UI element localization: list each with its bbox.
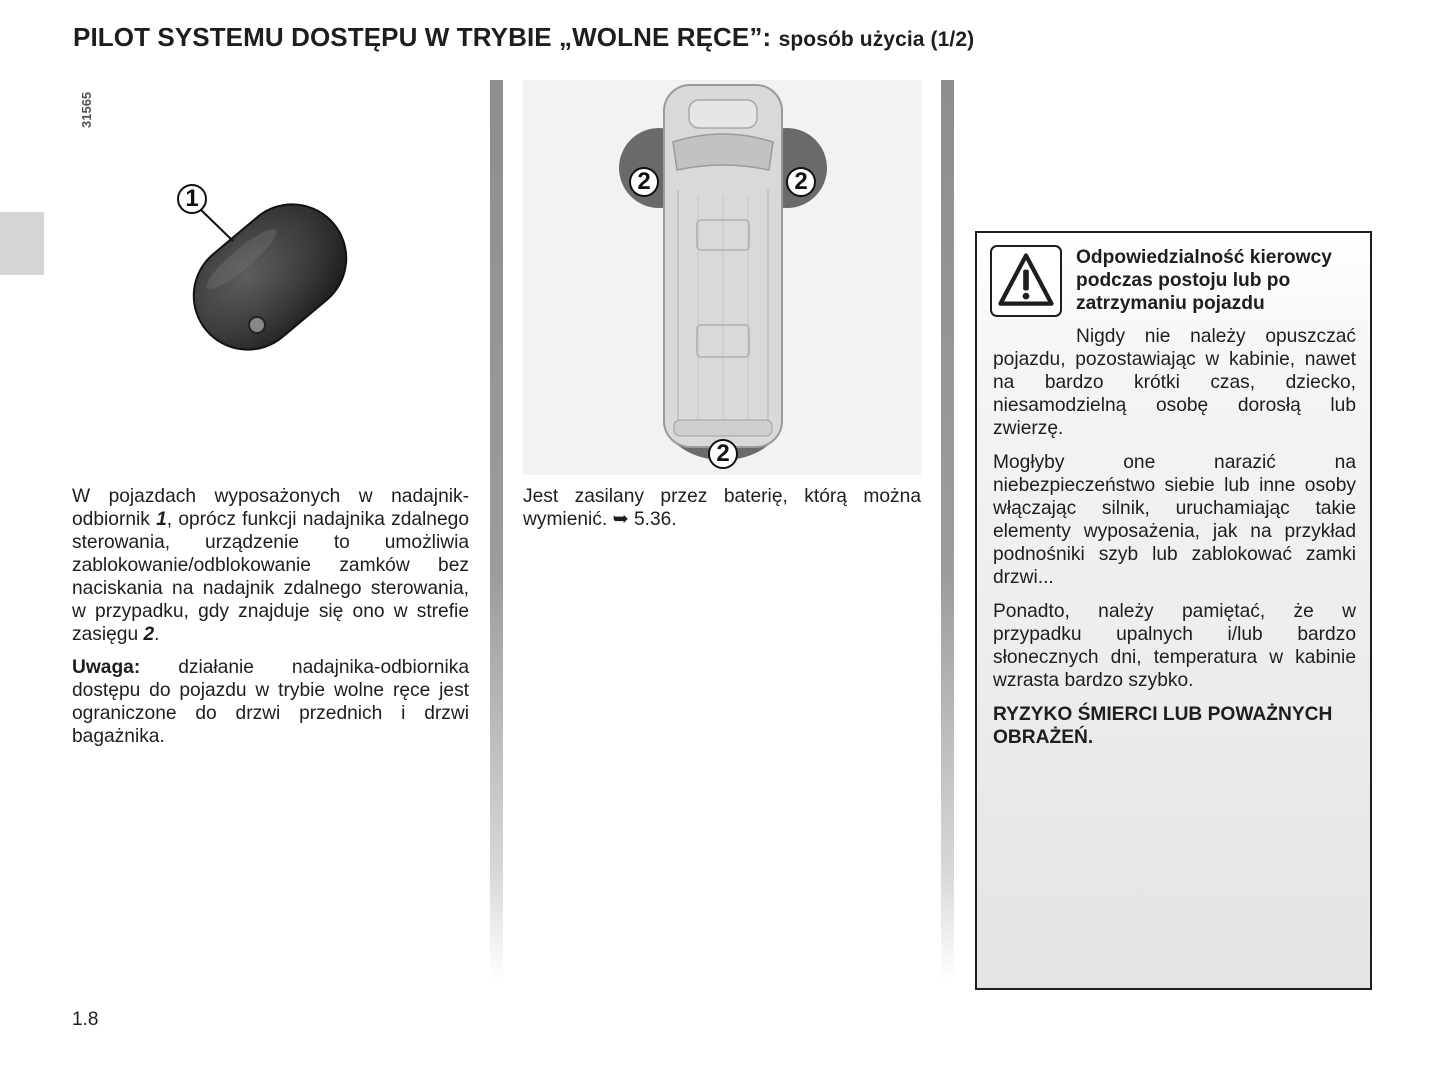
note-paragraph: Uwaga: działanie nadajnika-odbiornika dostępu do pojazdu w trybie wolne ręce jest ograniczone do drzwi przednich i drzwi bagażnika. (72, 657, 469, 747)
arrow-icon: ➥ (612, 509, 629, 530)
note-label: Uwaga: (72, 657, 141, 678)
callout-2-front-left: 2 (629, 167, 659, 197)
figure-ref-left: 31565 (79, 91, 94, 128)
battery-paragraph: Jest zasilany przez baterię, którą można wymienić. ➥ 5.36. (523, 486, 921, 530)
page-number: 1.8 (72, 1009, 99, 1030)
warning-paragraph-3: Ponadto, należy pamiętać, że w przypadku upalnych i/lub bardzo słonecznych dni, temperatura w kabinie wzrasta bardzo szybko. (993, 601, 1356, 691)
intro-paragraph: W pojazdach wyposażonych w nadajnik-odbiornik 1, oprócz funkcji nadajnika zdalnego sterowania, urządzenie to umożliwia zablokowanie/odblokowanie zamków bez naciskania na nadajnik zdalnego sterowania, w przypadku, gdy znajduje się ono w strefie zasięgu 2. (72, 486, 469, 645)
column-divider-right (941, 80, 954, 980)
center-column-text (523, 485, 921, 541)
page-title-main: PILOT SYSTEMU DOSTĘPU W TRYBIE „WOLNE RĘCE”: (73, 22, 772, 52)
warning-text (993, 325, 1356, 760)
key-ring-hole (249, 317, 265, 333)
section-tab (0, 212, 44, 275)
vehicle-top-view (523, 80, 921, 475)
warning-paragraph-2: Mogłyby one narazić na niebezpieczeństwo siebie lub inne osoby włączając silnik, uruchamiając takie elementy wyposażenia, jak na przykład podnośniki szyb lub zablokować zamki drzwi... (993, 452, 1356, 588)
column-divider-left (490, 80, 503, 980)
ref-1: 1 (156, 509, 167, 530)
warning-title: Odpowiedzialność kierowcy podczas postoju lub po zatrzymaniu pojazdu (1076, 247, 1332, 314)
page-reference-link[interactable]: 5.36. (633, 509, 677, 530)
warning-risk-statement: RYZYKO ŚMIERCI LUB POWAŻNYCH OBRAŻEŃ. (993, 704, 1333, 748)
page-title-sub: sposób użycia (1/2) (778, 28, 975, 51)
callout-2-front-right: 2 (786, 167, 816, 197)
warning-paragraph-1: Nigdy nie należy opuszczać pojazdu, pozostawiając w kabinie, nawet na bardzo krótki czas, dziecko, niesamodzielną osobę dorosłą lub zwierzę. (993, 326, 1356, 439)
callout-2-rear: 2 (708, 439, 738, 469)
ref-2: 2 (143, 624, 155, 645)
callout-1: 1 (177, 184, 207, 214)
warning-box (975, 231, 1372, 990)
warning-triangle-icon (990, 245, 1062, 317)
left-column-text (72, 485, 469, 758)
callout-leader-1 (200, 209, 233, 241)
page-title (73, 22, 974, 53)
